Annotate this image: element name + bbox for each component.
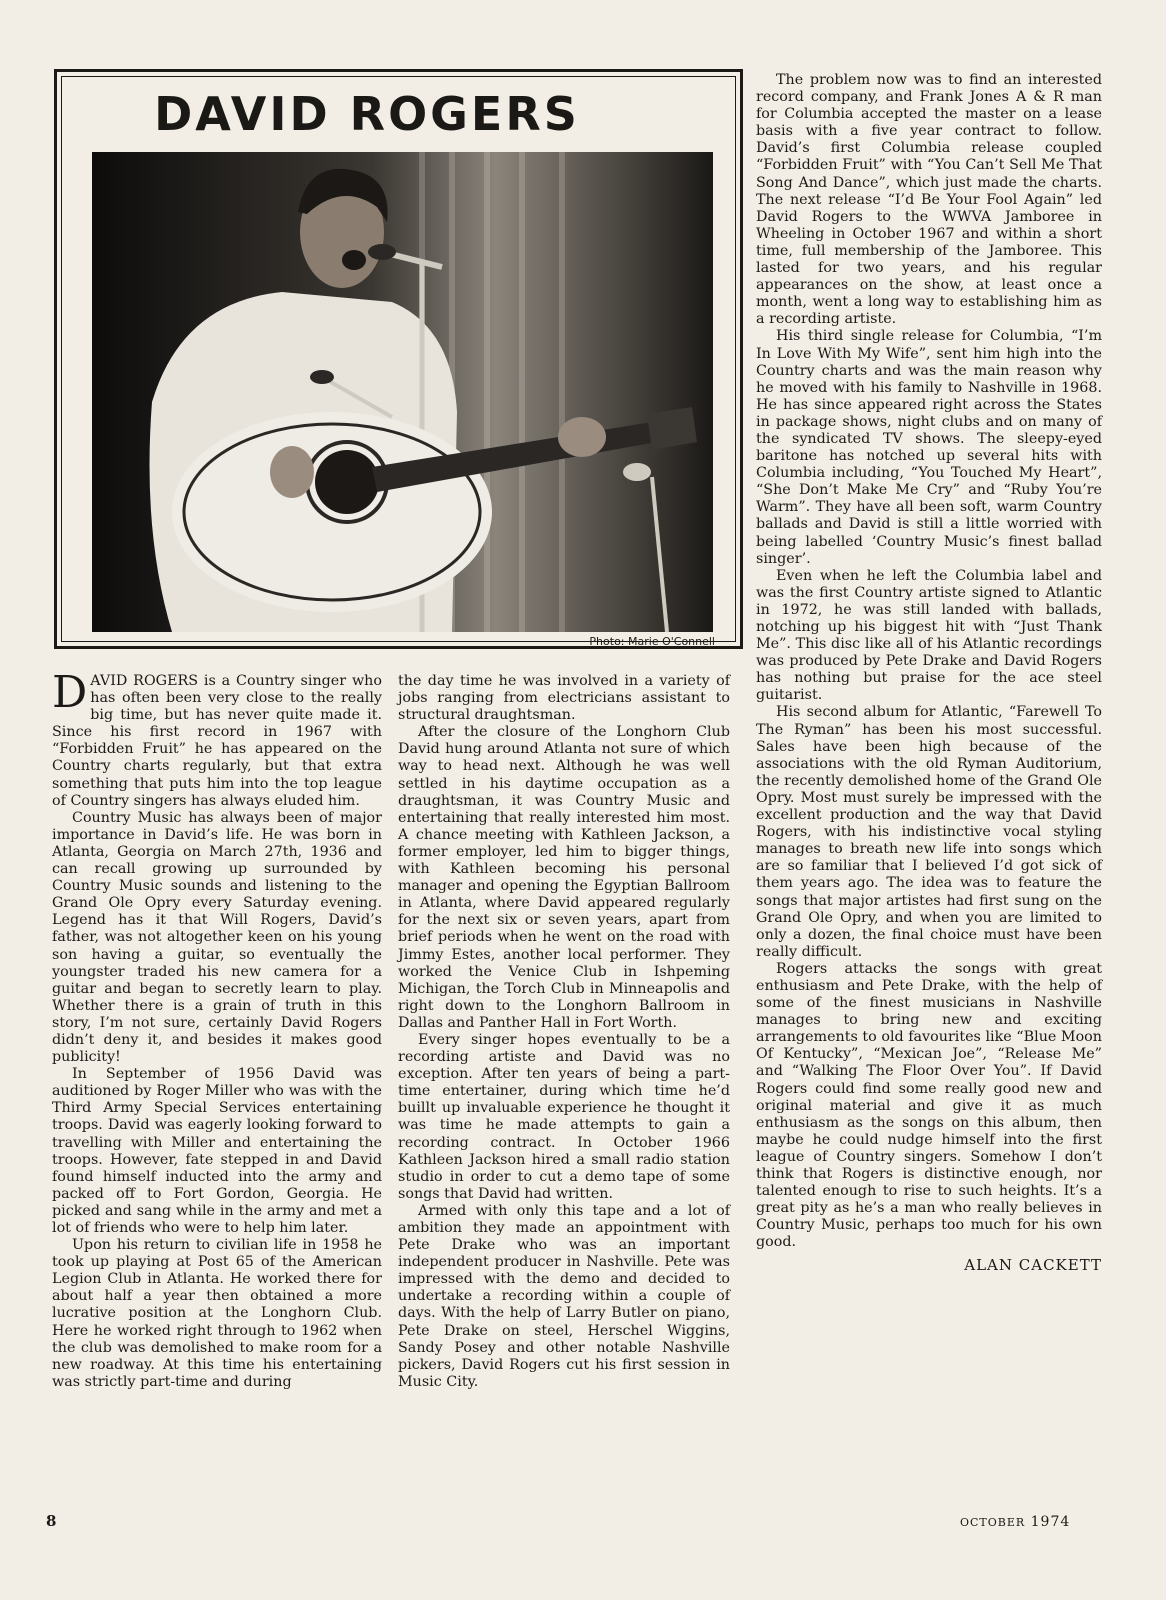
article-paragraph: the day time he was involved in a variety of jobs ranging from electricians assistant to structural draughtsman.	[398, 673, 730, 724]
article-paragraph: Country Music has always been of major importance in David’s life. He was born in Atlanta, Georgia on March 27th, 1936 and can recall growing up surrounded by Country Music sounds and listening to the Grand Ole Opry every Saturday evening. Legend has it that Will Rogers, David’s father, was not altogether keen on his young son having a guitar, so eventually the youngster traded his new camera for a guitar and began to secretly learn to play. Whether there is a grain of truth in this story, I’m not sure, certainly David Rogers didn’t deny it, and besides it makes good publicity!	[52, 809, 382, 1066]
issue-year: 1974	[1030, 1514, 1071, 1530]
photo-credit: Photo: Marie O'Connell	[589, 635, 715, 648]
article-paragraph: Rogers attacks the songs with great enthusiasm and Pete Drake, with the help of some of the finest musicians in Nashville manages to bring new and exciting arrangements to old favourites like “Blue Moon Of Kentucky”, “Mexican Joe”, “Release Me” and “Walking The Floor Over You”. If David Rogers could find some really good new and original material and give it as much enthusiasm as the songs on this album, then maybe he could nudge himself into the first league of Country singers. Somehow I don’t think that Rogers is distinctive enough, nor talented enough to rise to such heights. It’s a great pity as he’s a man who really believes in Country Music, perhaps too much for his own good.	[756, 960, 1102, 1251]
singer-with-guitar-illustration	[92, 152, 713, 632]
issue-month: OCTOBER	[960, 1516, 1026, 1529]
page-title: DAVID ROGERS	[154, 87, 580, 141]
issue-date	[960, 1514, 1070, 1530]
article-column-2	[398, 673, 730, 1391]
article-paragraph: Even when he left the Columbia label and was the first Country artiste signed to Atlantic in 1972, he was still landed with ballads, notching up his biggest hit with “Just Thank Me”. This disc like all of his Atlantic recordings was produced by Pete Drake and David Rogers has nothing but praise for the ace steel guitarist.	[756, 567, 1102, 704]
performer-photo	[92, 152, 713, 632]
drop-cap: D	[52, 667, 88, 718]
article-paragraph: His third single release for Columbia, “I’m In Love With My Wife”, sent him high into the Country charts and was the main reason why he moved with his family to Nashville in 1968. He has since appeared right across the States in package shows, night clubs and on many of the syndicated TV shows. The sleepy-eyed baritone has notched up several hits with Columbia including, “You Touched My Heart”, “She Don’t Make Me Cry” and “Ruby You’re Warm”. They have all been soft, warm Country ballads and David is still a little worried with being labelled ‘Country Music’s finest ballad singer’.	[756, 328, 1102, 567]
paragraph-text: AVID ROGERS is a Country singer who has often been very close to the really big time, but has never quite made it. Since his first record in 1967 with “Forbidden Fruit” he has appeared on the Country charts regularly, but that extra something that puts him into the top league of Country singers has always eluded him.	[52, 673, 382, 809]
article-paragraph	[52, 667, 382, 810]
article-paragraph: Upon his return to civilian life in 1958 he took up playing at Post 65 of the American Legion Club in Atlanta. He worked there for about half a year then obtained a more lucrative position at the Longhorn Club. Here he worked right through to 1962 when the club was demolished to make room for a new roadway. At this time his entertaining was strictly part-time and during	[52, 1237, 382, 1390]
article-column-3	[756, 72, 1102, 1275]
headline-box	[54, 69, 743, 649]
article-paragraph: Armed with only this tape and a lot of ambition they made an appointment with Pete Drake who was an important independent producer in Nashville. Pete was impressed with the demo and decided to undertake a recording within a couple of days. With the help of Larry Butler on piano, Pete Drake on steel, Herschel Wiggins, Sandy Posey and other notable Nashville pickers, David Rogers cut his first session in Music City.	[398, 1202, 730, 1390]
article-paragraph: His second album for Atlantic, “Farewell To The Ryman” has been his most successful. Sales have been high because of the associations with the old Ryman Auditorium, the recently demolished home of the Grand Ole Opry. Most must surely be impressed with the excellent production and the way that David Rogers, with his indistinctive vocal styling manages to breath new life into songs which are so familiar that I believed I’d got sick of them years ago. The idea was to feature the songs that major artistes had first sung on the Grand Ole Opry, and when you are limited to only a dozen, the final choice must have been really difficult.	[756, 704, 1102, 960]
page-number: 8	[46, 1512, 57, 1530]
article-paragraph: Every singer hopes eventually to be a recording artiste and David was no exception. After ten years of being a part-time entertainer, during which time he’d buillt up invaluable experience he thought it was time he made attempts to gain a recording contract. In October 1966 Kathleen Jackson hired a small radio station studio in order to cut a demo tape of some songs that David had written.	[398, 1031, 730, 1202]
article-paragraph: After the closure of the Longhorn Club David hung around Atlanta not sure of which way to head next. Although he was well settled in his daytime occupation as a draughtsman, it was Country Music and entertaining that really interested him most. A chance meeting with Kathleen Jackson, a former employer, led him to bigger things, with Kathleen becoming his personal manager and opening the Egyptian Ballroom in Atlanta, where David appeared regularly for the next six or seven years, apart from brief periods when he went on the road with Jimmy Estes, another local performer. They worked the Venice Club in Ishpeming Michigan, the Torch Club in Minneapolis and right down to the Longhorn Ballroom in Dallas and Panther Hall in Fort Worth.	[398, 724, 730, 1031]
article-column-1	[52, 667, 382, 1391]
author-byline: ALAN CACKETT	[964, 1256, 1102, 1275]
headline-inner-frame	[61, 76, 736, 648]
article-paragraph: The problem now was to find an interested record company, and Frank Jones A & R man for Columbia accepted the master on a lease basis with a five year contract to follow. David’s first Columbia release coupled “Forbidden Fruit” with “You Can’t Sell Me That Song And Dance”, which just made the charts. The next release “I’d Be Your Fool Again” led David Rogers to the WWVA Jamboree in Wheeling in October 1967 and within a short time, full membership of the Jamboree. This lasted for two years, and his regular appearances on the show, at least once a month, went a long way to establishing him as a recording artiste.	[756, 72, 1102, 328]
article-paragraph: In September of 1956 David was auditioned by Roger Miller who was with the Third Army Special Services entertaining troops. David was eagerly looking forward to travelling with Miller and entertaining the troops. However, fate stepped in and David found himself inducted into the army and packed off to Fort Gordon, Georgia. He picked and sang while in the army and met a lot of friends who were to help him later.	[52, 1066, 382, 1236]
